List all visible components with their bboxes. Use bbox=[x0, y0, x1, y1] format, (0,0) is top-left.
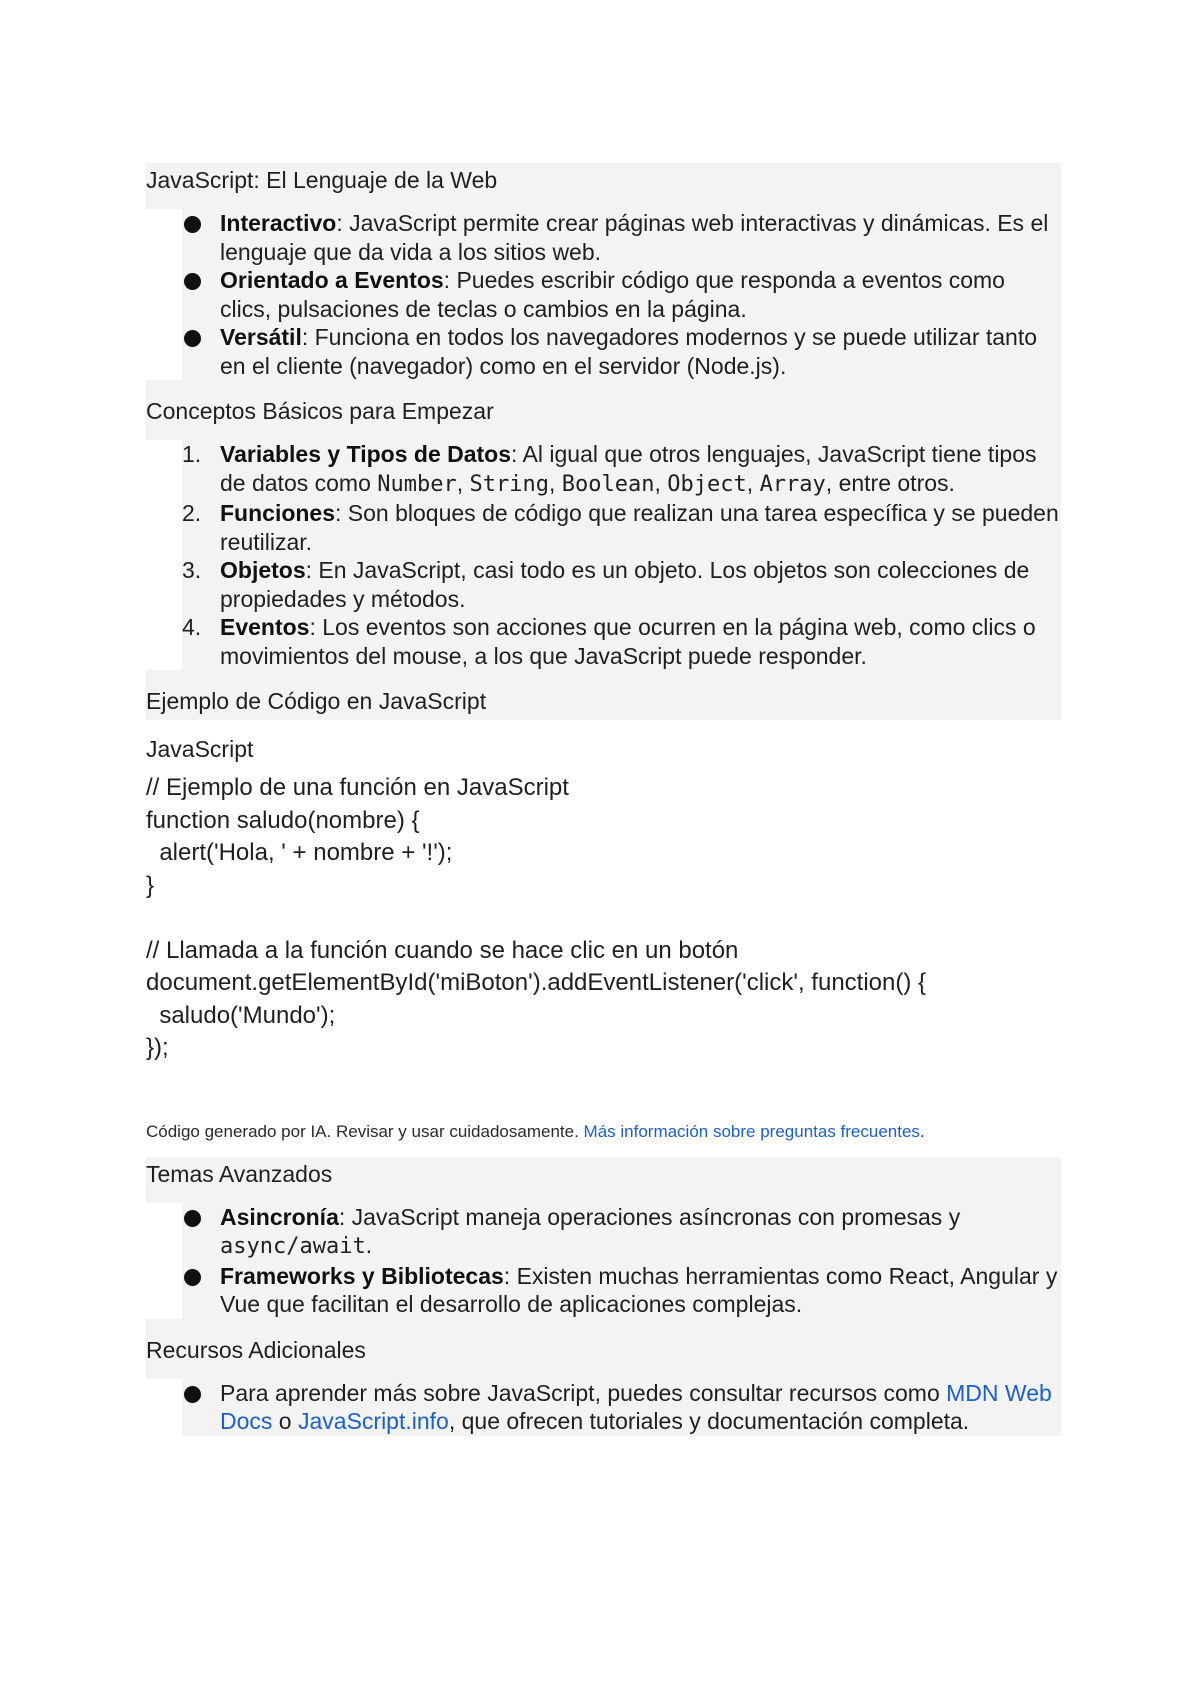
list-item bbox=[182, 209, 1061, 266]
bullet-icon bbox=[184, 273, 201, 290]
item-term: Asincronía bbox=[220, 1203, 339, 1230]
item-text: : JavaScript maneja operaciones asíncronas con promesas y bbox=[338, 1203, 961, 1230]
item-text-end: . bbox=[365, 1232, 373, 1258]
mdn-link[interactable]: MDN Web Docs bbox=[220, 1379, 1052, 1434]
section-intro bbox=[146, 163, 1061, 209]
disclaimer-end: . bbox=[919, 1121, 925, 1141]
resources-list bbox=[182, 1379, 1061, 1436]
list-item bbox=[182, 1203, 1061, 1262]
item-text: , entre otros. bbox=[825, 469, 955, 496]
faq-link[interactable]: Más información sobre preguntas frecuentes bbox=[583, 1121, 920, 1141]
bullet-icon bbox=[184, 1386, 201, 1403]
code-term: async/await bbox=[220, 1234, 366, 1259]
item-number: 3. bbox=[182, 557, 202, 583]
advanced-list bbox=[182, 1203, 1061, 1319]
section-title: Recursos Adicionales bbox=[146, 1336, 366, 1363]
item-term: Versátil bbox=[220, 324, 302, 350]
item-text: : Al igual que otros lenguajes, JavaScript tiene tipos de datos como bbox=[220, 441, 1037, 496]
item-term: Frameworks y Bibliotecas bbox=[220, 1262, 504, 1289]
item-number: 4. bbox=[182, 614, 202, 640]
document-page bbox=[146, 163, 1061, 1436]
code-block: // Ejemplo de una función en JavaScript function saludo(nombre) { alert('Hola, ' + nombre + '!'); } // Llamada a la función cuando se hace clic en un botón document.getElementById('miBoton').addEventListener('click', function() { saludo('Mundo'); }); bbox=[146, 774, 927, 1061]
section-code-example bbox=[146, 670, 1061, 720]
numbered-list bbox=[182, 440, 1061, 670]
item-text: : Puedes escribir código que responda a eventos como clics, pulsaciones de teclas o cambios en la página. bbox=[220, 267, 1005, 322]
section-title: JavaScript: El Lenguaje de la Web bbox=[146, 167, 498, 193]
item-term: Eventos bbox=[220, 614, 310, 640]
list-item bbox=[182, 556, 1061, 613]
list-item bbox=[182, 323, 1061, 380]
separator: , bbox=[549, 469, 562, 496]
separator: , bbox=[654, 469, 668, 496]
section-title: Conceptos Básicos para Empezar bbox=[146, 398, 494, 424]
section-title: Temas Avanzados bbox=[146, 1160, 333, 1187]
bullet-icon bbox=[184, 216, 201, 233]
disclaimer-text: Código generado por IA. Revisar y usar cuidadosamente. bbox=[146, 1121, 584, 1141]
item-text: : Son bloques de código que realizan una tarea específica y se pueden reutilizar. bbox=[220, 500, 1059, 555]
item-term: Orientado a Eventos bbox=[220, 267, 444, 293]
item-term: Interactivo bbox=[220, 210, 337, 236]
section-title: Ejemplo de Código en JavaScript bbox=[146, 688, 487, 714]
type-name: String bbox=[469, 471, 550, 497]
type-name: Array bbox=[759, 471, 826, 497]
bullet-icon bbox=[184, 1269, 201, 1286]
type-name: Boolean bbox=[561, 471, 655, 497]
item-text: : JavaScript permite crear páginas web interactivas y dinámicas. Es el lenguaje que da vida a los sitios web. bbox=[220, 210, 1049, 265]
list-item bbox=[182, 440, 1061, 499]
item-term: Funciones bbox=[220, 500, 336, 526]
separator: , bbox=[746, 469, 760, 496]
bullet-icon bbox=[184, 1210, 201, 1227]
ai-disclaimer bbox=[146, 1121, 1061, 1143]
item-text: : Funciona en todos los navegadores modernos y se puede utilizar tanto en el cliente (navegador) como en el servidor (Node.js). bbox=[220, 324, 1038, 379]
item-text: : En JavaScript, casi todo es un objeto. Los objetos son colecciones de propiedades y métodos. bbox=[220, 557, 1030, 612]
item-text: : Los eventos son acciones que ocurren en la página web, como clics o movimientos del mouse, a los que JavaScript puede responder. bbox=[220, 614, 1036, 669]
feature-list bbox=[182, 209, 1061, 380]
list-item bbox=[182, 613, 1061, 670]
list-item bbox=[182, 1379, 1061, 1436]
item-term: Variables y Tipos de Datos bbox=[220, 441, 512, 467]
section-advanced bbox=[146, 1157, 1061, 1203]
item-term: Objetos bbox=[220, 557, 306, 583]
item-text-end: , que ofrecen tutoriales y documentación completa. bbox=[448, 1408, 970, 1434]
item-text: : Existen muchas herramientas como React, Angular y Vue que facilitan el desarrollo de aplicaciones complejas. bbox=[220, 1262, 1058, 1317]
item-number: 1. bbox=[182, 441, 202, 467]
type-name: Object bbox=[667, 471, 747, 497]
code-language-label: JavaScript bbox=[146, 736, 254, 762]
type-name: Number bbox=[377, 471, 457, 497]
item-text: o bbox=[272, 1408, 298, 1434]
separator: , bbox=[456, 469, 470, 496]
bullet-icon bbox=[184, 330, 201, 347]
list-item bbox=[182, 1262, 1061, 1319]
list-item bbox=[182, 266, 1061, 323]
list-item bbox=[182, 499, 1061, 556]
section-basics bbox=[146, 380, 1061, 440]
item-number: 2. bbox=[182, 500, 202, 526]
javascript-info-link[interactable]: JavaScript.info bbox=[297, 1408, 449, 1434]
item-text: Para aprender más sobre JavaScript, puedes consultar recursos como bbox=[220, 1379, 947, 1406]
section-resources bbox=[146, 1319, 1061, 1379]
